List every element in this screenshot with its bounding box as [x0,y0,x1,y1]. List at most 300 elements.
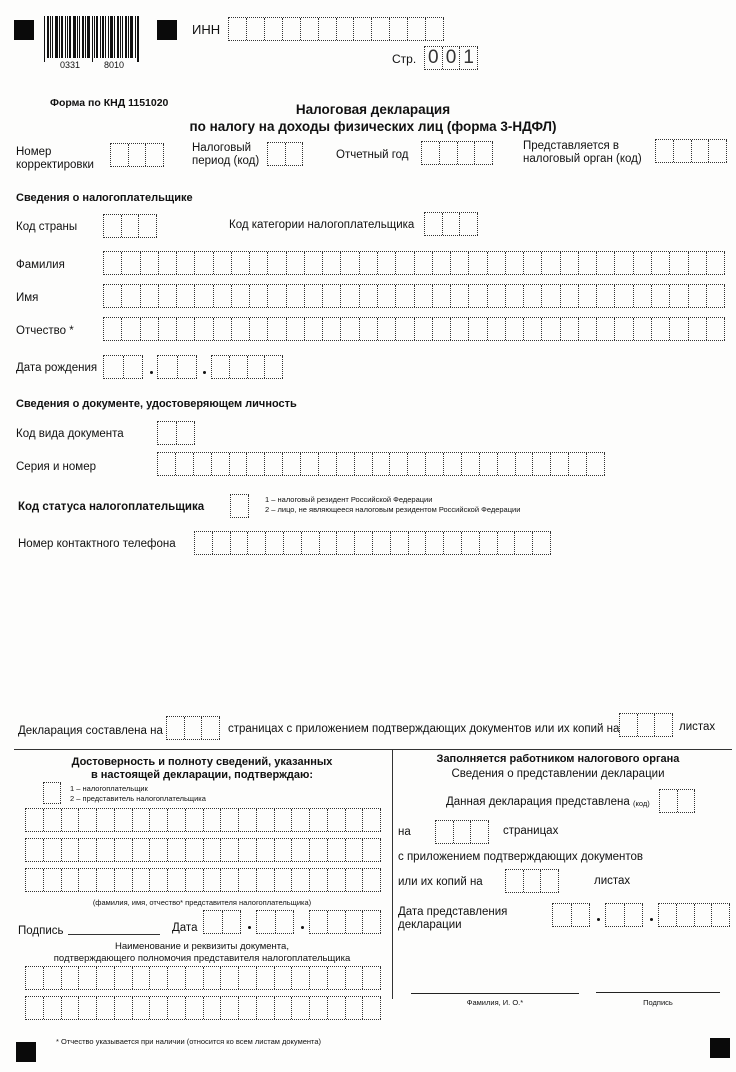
input-cell[interactable] [480,453,498,475]
authority-document-row-1[interactable] [25,966,381,990]
name-field[interactable] [103,284,725,308]
input-cell[interactable] [390,18,408,40]
input-cell[interactable] [150,809,168,831]
input-cell[interactable] [354,18,372,40]
input-cell[interactable] [415,252,433,274]
birth-year-field[interactable] [211,355,283,379]
input-cell[interactable] [652,252,670,274]
input-cell[interactable] [204,809,222,831]
input-cell[interactable] [310,997,328,1019]
input-cell[interactable] [239,809,257,831]
input-cell[interactable] [341,252,359,274]
input-cell[interactable] [195,532,213,554]
input-cell[interactable] [328,997,346,1019]
input-cell[interactable] [363,967,381,989]
input-cell[interactable] [275,997,293,1019]
input-cell[interactable] [346,839,364,861]
input-cell[interactable] [436,821,454,843]
input-cell[interactable] [177,285,195,307]
input-cell[interactable] [480,532,498,554]
input-cell[interactable] [328,967,346,989]
input-cell[interactable] [139,215,157,237]
birth-month-field[interactable] [157,355,197,379]
input-cell[interactable] [133,997,151,1019]
input-cell[interactable] [305,318,323,340]
input-cell[interactable] [689,318,707,340]
input-cell[interactable] [177,422,196,444]
input-cell[interactable] [310,809,328,831]
input-cell[interactable] [396,252,414,274]
input-cell[interactable] [275,967,293,989]
input-cell[interactable] [498,453,516,475]
input-cell[interactable] [444,453,462,475]
input-cell[interactable] [212,356,230,378]
input-cell[interactable] [26,809,44,831]
input-cell[interactable] [111,144,129,166]
input-cell[interactable] [542,285,560,307]
input-cell[interactable] [363,869,381,891]
input-cell[interactable] [195,285,213,307]
input-cell[interactable] [533,532,551,554]
series-number-field[interactable] [157,452,605,476]
input-cell[interactable] [689,285,707,307]
input-cell[interactable] [363,997,381,1019]
phone-field[interactable] [194,531,551,555]
input-cell[interactable] [660,790,678,812]
input-cell[interactable] [79,839,97,861]
input-cell[interactable] [26,967,44,989]
input-cell[interactable] [433,285,451,307]
birth-day-field[interactable] [103,355,143,379]
input-cell[interactable] [232,318,250,340]
doc-type-field[interactable] [157,421,195,445]
input-cell[interactable] [328,869,346,891]
input-cell[interactable] [678,790,696,812]
input-cell[interactable] [178,356,198,378]
input-cell[interactable] [239,839,257,861]
input-cell[interactable] [634,252,652,274]
input-cell[interactable] [204,967,222,989]
declaration-pages-field[interactable] [166,716,220,740]
input-cell[interactable] [168,809,186,831]
input-cell[interactable] [355,532,373,554]
confirmation-year-field[interactable] [309,910,381,934]
input-cell[interactable] [551,453,569,475]
input-cell[interactable] [133,869,151,891]
input-cell[interactable] [239,869,257,891]
input-cell[interactable] [488,318,506,340]
input-cell[interactable] [444,532,462,554]
input-cell[interactable] [462,453,480,475]
input-cell[interactable] [221,809,239,831]
input-cell[interactable] [150,869,168,891]
input-cell[interactable] [670,252,688,274]
input-cell[interactable] [247,453,265,475]
input-cell[interactable] [579,252,597,274]
input-cell[interactable] [488,252,506,274]
input-cell[interactable] [257,869,275,891]
input-cell[interactable] [250,318,268,340]
input-cell[interactable] [346,997,364,1019]
input-cell[interactable] [426,453,444,475]
input-cell[interactable] [337,453,355,475]
input-cell[interactable] [104,215,122,237]
input-cell[interactable] [231,495,249,517]
input-cell[interactable] [638,714,656,736]
input-cell[interactable] [44,839,62,861]
input-cell[interactable] [346,869,364,891]
input-cell[interactable] [469,285,487,307]
input-cell[interactable] [373,453,391,475]
input-cell[interactable] [677,904,695,926]
input-cell[interactable] [168,869,186,891]
input-cell[interactable] [186,869,204,891]
tax-authority-field[interactable] [655,139,727,163]
input-cell[interactable] [158,422,177,444]
input-cell[interactable] [141,252,159,274]
input-cell[interactable] [150,839,168,861]
input-cell[interactable] [204,911,223,933]
input-cell[interactable] [346,967,364,989]
input-cell[interactable] [133,839,151,861]
inn-field[interactable] [228,17,444,41]
input-cell[interactable] [115,839,133,861]
input-cell[interactable] [204,869,222,891]
input-cell[interactable] [194,453,212,475]
input-cell[interactable] [129,144,147,166]
input-cell[interactable] [287,285,305,307]
input-cell[interactable] [97,967,115,989]
input-cell[interactable] [415,285,433,307]
input-cell[interactable] [104,318,122,340]
input-cell[interactable] [305,252,323,274]
input-cell[interactable] [652,318,670,340]
input-cell[interactable] [146,144,164,166]
input-cell[interactable] [44,783,61,803]
input-cell[interactable] [569,453,587,475]
input-cell[interactable] [659,904,677,926]
input-cell[interactable] [323,318,341,340]
input-cell[interactable] [168,839,186,861]
input-cell[interactable] [44,809,62,831]
input-cell[interactable] [257,911,276,933]
authority-document-row-2[interactable] [25,996,381,1020]
input-cell[interactable] [506,285,524,307]
input-cell[interactable] [323,285,341,307]
input-cell[interactable] [62,997,80,1019]
input-cell[interactable] [310,967,328,989]
input-cell[interactable] [276,911,295,933]
input-cell[interactable] [440,142,458,164]
input-cell[interactable] [265,453,283,475]
input-cell[interactable] [301,453,319,475]
input-cell[interactable] [141,318,159,340]
input-cell[interactable] [433,318,451,340]
input-cell[interactable] [204,839,222,861]
input-cell[interactable] [221,997,239,1019]
input-cell[interactable] [26,869,44,891]
input-cell[interactable] [44,967,62,989]
input-cell[interactable] [257,967,275,989]
input-cell[interactable] [268,285,286,307]
input-cell[interactable] [373,532,391,554]
confirmation-day-field[interactable] [203,910,241,934]
input-cell[interactable] [79,869,97,891]
input-cell[interactable] [310,839,328,861]
input-cell[interactable] [62,809,80,831]
input-cell[interactable] [460,213,478,235]
input-cell[interactable] [391,532,409,554]
officer-signature-line[interactable] [596,992,720,993]
input-cell[interactable] [185,717,203,739]
input-cell[interactable] [597,252,615,274]
input-cell[interactable] [346,911,364,933]
input-cell[interactable] [674,140,692,162]
surname-field[interactable] [103,251,725,275]
input-cell[interactable] [97,839,115,861]
input-cell[interactable] [506,870,524,892]
input-cell[interactable] [409,532,427,554]
input-cell[interactable] [44,869,62,891]
input-cell[interactable] [579,285,597,307]
input-cell[interactable] [62,869,80,891]
input-cell[interactable] [186,997,204,1019]
input-cell[interactable] [141,285,159,307]
input-cell[interactable] [97,997,115,1019]
confirmer-type-field[interactable] [43,782,61,804]
representative-name-row-2[interactable] [25,838,381,862]
input-cell[interactable] [615,318,633,340]
input-cell[interactable] [360,252,378,274]
input-cell[interactable] [587,453,605,475]
input-cell[interactable] [232,285,250,307]
input-cell[interactable] [257,997,275,1019]
input-cell[interactable] [458,142,476,164]
input-cell[interactable] [283,453,301,475]
input-cell[interactable] [320,532,338,554]
input-cell[interactable] [488,285,506,307]
input-cell[interactable] [115,967,133,989]
input-cell[interactable] [443,213,461,235]
input-cell[interactable] [524,870,542,892]
input-cell[interactable] [396,285,414,307]
input-cell[interactable] [378,285,396,307]
input-cell[interactable] [230,356,248,378]
input-cell[interactable] [202,717,220,739]
input-cell[interactable] [257,809,275,831]
input-cell[interactable] [231,532,249,554]
input-cell[interactable] [268,252,286,274]
input-cell[interactable] [79,967,97,989]
input-cell[interactable] [426,18,444,40]
input-cell[interactable] [415,318,433,340]
input-cell[interactable] [670,285,688,307]
input-cell[interactable] [533,453,551,475]
input-cell[interactable] [239,997,257,1019]
input-cell[interactable] [62,839,80,861]
input-cell[interactable] [122,215,140,237]
input-cell[interactable] [634,285,652,307]
input-cell[interactable] [268,143,286,165]
input-cell[interactable] [168,997,186,1019]
input-cell[interactable] [328,839,346,861]
input-cell[interactable] [159,318,177,340]
input-cell[interactable] [292,997,310,1019]
input-cell[interactable] [506,318,524,340]
input-cell[interactable] [692,140,710,162]
submission-code-field[interactable] [659,789,695,813]
signature-line[interactable] [68,934,160,935]
page-number-field[interactable] [424,46,478,70]
input-cell[interactable] [248,356,266,378]
input-cell[interactable] [167,717,185,739]
input-cell[interactable] [150,997,168,1019]
input-cell[interactable] [213,532,231,554]
input-cell[interactable] [561,252,579,274]
input-cell[interactable] [469,318,487,340]
attachment-sheets-field[interactable] [619,713,673,737]
input-cell[interactable] [707,252,725,274]
input-cell[interactable] [542,252,560,274]
tax-period-field[interactable] [267,142,303,166]
input-cell[interactable] [319,453,337,475]
input-cell[interactable] [247,18,265,40]
input-cell[interactable] [204,997,222,1019]
input-cell[interactable] [656,140,674,162]
input-cell[interactable] [707,285,725,307]
input-cell[interactable] [396,318,414,340]
input-cell[interactable] [360,285,378,307]
country-code-field[interactable] [103,214,157,238]
input-cell[interactable] [168,967,186,989]
input-cell[interactable] [122,252,140,274]
input-cell[interactable] [471,821,489,843]
input-cell[interactable] [462,532,480,554]
input-cell[interactable] [408,18,426,40]
input-cell[interactable] [221,967,239,989]
office-pages-field[interactable] [435,820,489,844]
input-cell[interactable] [266,532,284,554]
input-cell[interactable] [287,318,305,340]
input-cell[interactable] [283,18,301,40]
submission-year-field[interactable] [658,903,730,927]
input-cell[interactable] [97,869,115,891]
submission-month-field[interactable] [605,903,643,927]
input-cell[interactable] [26,839,44,861]
input-cell[interactable] [426,532,444,554]
input-cell[interactable] [498,532,516,554]
taxpayer-status-field[interactable] [230,494,249,518]
input-cell[interactable] [115,997,133,1019]
input-cell[interactable] [286,143,304,165]
input-cell[interactable] [177,252,195,274]
input-cell[interactable] [337,532,355,554]
input-cell[interactable] [363,839,381,861]
input-cell[interactable] [230,453,248,475]
input-cell[interactable] [360,318,378,340]
input-cell[interactable] [597,318,615,340]
input-cell[interactable] [292,839,310,861]
input-cell[interactable] [150,967,168,989]
input-cell[interactable] [541,870,559,892]
patronymic-field[interactable] [103,317,725,341]
input-cell[interactable] [319,18,337,40]
input-cell[interactable] [475,142,493,164]
input-cell[interactable] [26,997,44,1019]
input-cell[interactable] [223,911,242,933]
input-cell[interactable] [221,839,239,861]
input-cell[interactable] [652,285,670,307]
input-cell[interactable] [378,252,396,274]
input-cell[interactable] [625,904,644,926]
input-cell[interactable] [451,252,469,274]
input-cell[interactable] [341,318,359,340]
input-cell[interactable] [433,252,451,274]
input-cell[interactable] [104,356,124,378]
input-cell[interactable] [44,997,62,1019]
input-cell[interactable] [606,904,625,926]
input-cell[interactable] [275,869,293,891]
input-cell[interactable] [265,356,283,378]
representative-name-row-3[interactable] [25,868,381,892]
input-cell[interactable] [425,213,443,235]
input-cell[interactable] [214,318,232,340]
input-cell[interactable] [712,904,730,926]
input-cell[interactable] [292,809,310,831]
input-cell[interactable] [104,252,122,274]
input-cell[interactable] [524,252,542,274]
input-cell[interactable] [328,809,346,831]
input-cell[interactable] [634,318,652,340]
input-cell[interactable] [79,997,97,1019]
input-cell[interactable] [159,252,177,274]
input-cell[interactable] [363,809,381,831]
input-cell[interactable] [104,285,122,307]
input-cell[interactable] [323,252,341,274]
input-cell[interactable] [133,967,151,989]
input-cell[interactable] [292,869,310,891]
input-cell[interactable] [620,714,638,736]
input-cell[interactable] [97,809,115,831]
officer-name-line[interactable] [411,993,579,994]
confirmation-month-field[interactable] [256,910,294,934]
input-cell[interactable] [275,839,293,861]
input-cell[interactable] [451,285,469,307]
input-cell[interactable] [239,967,257,989]
input-cell[interactable] [310,869,328,891]
input-cell[interactable] [301,18,319,40]
input-cell[interactable] [268,318,286,340]
office-sheets-field[interactable] [505,869,559,893]
submission-day-field[interactable] [552,903,590,927]
input-cell[interactable] [454,821,472,843]
input-cell[interactable] [355,453,373,475]
input-cell[interactable] [390,453,408,475]
representative-name-row-1[interactable] [25,808,381,832]
input-cell[interactable] [115,809,133,831]
input-cell[interactable] [372,18,390,40]
input-cell[interactable] [337,18,355,40]
input-cell[interactable] [709,140,727,162]
input-cell[interactable] [516,453,534,475]
input-cell[interactable] [451,318,469,340]
input-cell[interactable] [186,839,204,861]
input-cell[interactable] [579,318,597,340]
input-cell[interactable] [469,252,487,274]
input-cell[interactable] [257,839,275,861]
input-cell[interactable] [328,911,346,933]
input-cell[interactable] [159,285,177,307]
